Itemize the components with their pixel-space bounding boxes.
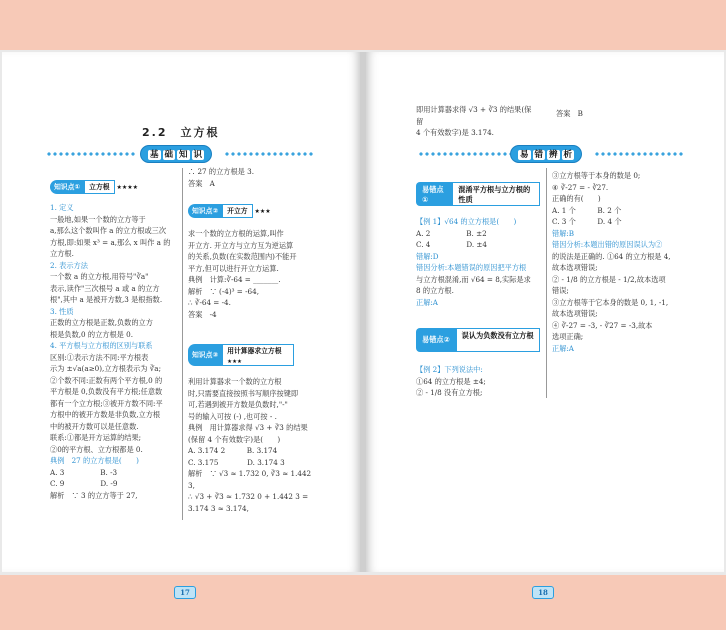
text-line: 选项正确; bbox=[552, 332, 584, 341]
text-line: 3. 性质 bbox=[50, 306, 74, 316]
text-line: 【例 1】√64 的立方根是( ) bbox=[416, 217, 517, 226]
text-line: 利用计算器求一个数的立方根 bbox=[188, 377, 282, 386]
text-line: 3.174 3 ≈ 3.174, bbox=[188, 503, 249, 513]
text-line: 错解:B bbox=[552, 228, 575, 238]
column-divider bbox=[182, 168, 183, 520]
banner-basic-knowledge: 基 础 知 识 bbox=[140, 145, 212, 163]
text-line: 方根,即:如果 x³ = a,那么 x 叫作 a 的 bbox=[50, 237, 171, 247]
dotted-divider-left-2 bbox=[418, 152, 510, 156]
text-line: 立方根. bbox=[50, 249, 74, 258]
text-line: 故本选项错误; bbox=[552, 263, 598, 272]
text-line: 一般地,如果一个数的立方等于 bbox=[50, 214, 146, 224]
right-page bbox=[366, 52, 724, 597]
text-line: 典例 用计算器求得 √3 + ∛3 的结果 bbox=[188, 423, 308, 432]
text-line: ② - 1/8 没有立方根; bbox=[416, 388, 483, 397]
text-line: 解析 ∵ √3 ≈ 1.732 0, ∛3 ≈ 1.442 3, bbox=[188, 469, 312, 490]
text-line: 正解:A bbox=[416, 297, 438, 307]
text-line: 求一个数的立方根的运算,叫作 bbox=[188, 229, 284, 238]
dotted-divider-left bbox=[46, 152, 136, 156]
text-line: 的说法是正确的. ①64 的立方根是 4, bbox=[552, 251, 671, 261]
knowledge-point-1-header: 知识点① 立方根 ★★★★ bbox=[50, 180, 138, 194]
page-number-left: 17 bbox=[174, 586, 196, 599]
text-line: A. 2 B. ±2 bbox=[416, 228, 487, 238]
right-column-1-bottom bbox=[416, 364, 540, 399]
left-column-2-top bbox=[188, 166, 312, 189]
text-line: 时,只需要直接按照书写顺序按键即 bbox=[188, 388, 299, 398]
text-line: C. 3.175 D. 3.174 3 bbox=[188, 457, 285, 467]
text-line: (保留 4 个有效数字)是( ) bbox=[188, 434, 281, 444]
text-line: 根",其中 a 是被开方数,3 是根指数. bbox=[50, 295, 163, 304]
text-line: 答案 -4 bbox=[188, 309, 217, 319]
left-column-2-bottom bbox=[188, 376, 312, 514]
text-line: ④ ∛-27 = - ∛27. bbox=[552, 182, 609, 192]
page-number-right: 18 bbox=[532, 586, 554, 599]
text-line: 可,若遇到被开方数是负数时,"-" bbox=[188, 400, 288, 409]
text-line: 一个数 a 的立方根,用符号"∛a" bbox=[50, 272, 149, 281]
text-line: 1. 定义 bbox=[50, 203, 74, 212]
text-line: ∴ √3 + ∛3 ≈ 1.732 0 + 1.442 3 = bbox=[188, 492, 309, 501]
text-line: a,那么这个数叫作 a 的立方根或三次 bbox=[50, 226, 167, 235]
text-line: ②个数不同:正数有两个平方根,0 的 bbox=[50, 375, 163, 385]
text-line: 平方,但可以进行开立方运算. bbox=[188, 263, 279, 273]
text-line: 联系:①都是开方运算的结果; bbox=[50, 433, 142, 442]
text-line: 号的输入可按 (-) ,也可按 - . bbox=[188, 411, 277, 421]
text-line: 与立方根混淆,而 √64 = 8,实际是求 bbox=[416, 274, 531, 284]
banner-error-analysis: 易 错 辨 析 bbox=[510, 145, 582, 163]
text-line: 错因分析:本题出错的原因误认为② bbox=[552, 240, 663, 249]
text-line: ④ ∛-27 = -3, - ∛27 = -3,故本 bbox=[552, 320, 653, 330]
text-line: 故本选项错误; bbox=[552, 309, 598, 318]
text-line: C. 9 D. -9 bbox=[50, 479, 118, 488]
text-line: 正数的立方根是正数,负数的立方 bbox=[50, 318, 153, 327]
text-line: A. 3.174 2 B. 3.174 bbox=[188, 446, 278, 455]
text-line: 都有一个立方根;③被开方数不同:平 bbox=[50, 398, 163, 408]
text-line: A. 3 B. -3 bbox=[50, 467, 118, 477]
text-line: 解析 ∵ 3 的立方等于 27, bbox=[50, 490, 138, 500]
column-divider-right bbox=[546, 168, 547, 398]
left-column-2-mid bbox=[188, 228, 312, 320]
text-line: 正确的有( ) bbox=[552, 194, 601, 203]
text-line: 答案 A bbox=[188, 178, 215, 188]
error-point-1-header: 易错点① 混淆平方根与立方根的性质 bbox=[416, 182, 540, 206]
text-line: 正解:A bbox=[552, 343, 574, 353]
bottom-background-band bbox=[0, 575, 726, 630]
text-line: 开立方. 开立方与立方互为逆运算 bbox=[188, 240, 294, 250]
text-line: ③立方根等于它本身的数是 0, 1, -1, bbox=[552, 297, 669, 307]
text-line: 8 的立方根. bbox=[416, 286, 454, 295]
dotted-divider-right bbox=[224, 152, 314, 156]
text-line: 表示,读作"三次根号 a 或 a 的立方 bbox=[50, 283, 160, 293]
right-column-2 bbox=[552, 170, 682, 354]
text-line: 示为 ±√a(a≥0),立方根表示为 ∛a; bbox=[50, 364, 162, 373]
text-line: ② - 1/8 的立方根是 - 1/2,故本选项 bbox=[552, 274, 666, 284]
text-line: 典例 计算:∛-64 = _______. bbox=[188, 275, 281, 284]
error-point-2-header: 易错点② 误认为负数没有立方根 bbox=[416, 328, 540, 352]
top-background-band bbox=[0, 0, 726, 50]
text-line: 典例 27 的立方根是( ) bbox=[50, 456, 139, 465]
knowledge-point-3-header: 知识点③ 用计算器求立方根 ★★★ bbox=[188, 344, 294, 366]
text-line: 错因分析:本题错误的原因把平方根 bbox=[416, 263, 527, 272]
text-line: 中的被开方数可以是任意数. bbox=[50, 421, 139, 431]
text-line: 即用计算器求得 √3 + ∛3 的结果(保留 bbox=[416, 105, 532, 126]
text-line: A. 1 个 B. 2 个 bbox=[552, 205, 622, 215]
text-line: 2. 表示方法 bbox=[50, 260, 88, 270]
right-top-text bbox=[416, 104, 538, 139]
text-line: ①64 的立方根是 ±4; bbox=[416, 376, 486, 386]
text-line: 的关系,负数(在实数范围内)不能开 bbox=[188, 252, 297, 261]
text-line: 错误; bbox=[552, 286, 569, 295]
text-line: 错解:D bbox=[416, 251, 439, 261]
text-line: 4. 平方根与立方根的区别与联系 bbox=[50, 341, 153, 350]
text-line: C. 4 D. ±4 bbox=[416, 240, 487, 249]
text-line: ②0的平方根、立方根都是 0. bbox=[50, 444, 143, 454]
left-page bbox=[2, 52, 360, 597]
text-line: 【例 2】下列说法中: bbox=[416, 365, 483, 374]
right-column-1-mid bbox=[416, 216, 540, 308]
text-line: 解析 ∵ (-4)³ = -64, bbox=[188, 286, 259, 296]
text-line: 区别:①表示方法不同:平方根表 bbox=[50, 352, 149, 362]
text-line: 平方根是 0,负数没有平方根;任意数 bbox=[50, 387, 163, 396]
text-line: 方根中的被开方数是非负数,立方根 bbox=[50, 410, 161, 419]
knowledge-point-2-header: 知识点② 开立方 ★★★ bbox=[188, 204, 271, 218]
left-column-1 bbox=[50, 202, 176, 501]
text-line: 4 个有效数字)是 3.174. bbox=[416, 128, 494, 137]
dotted-divider-right-2 bbox=[594, 152, 684, 156]
right-top-answer: 答案 B bbox=[556, 109, 583, 118]
text-line: ∴ ∛-64 = -4. bbox=[188, 298, 231, 307]
text-line: C. 3 个 D. 4 个 bbox=[552, 217, 622, 226]
section-title: 2.2 立方根 bbox=[142, 126, 220, 139]
text-line: ∴ 27 的立方根是 3. bbox=[188, 167, 254, 176]
text-line: ③立方根等于本身的数是 0; bbox=[552, 171, 641, 180]
text-line: 根是负数,0 的立方根是 0. bbox=[50, 329, 133, 339]
